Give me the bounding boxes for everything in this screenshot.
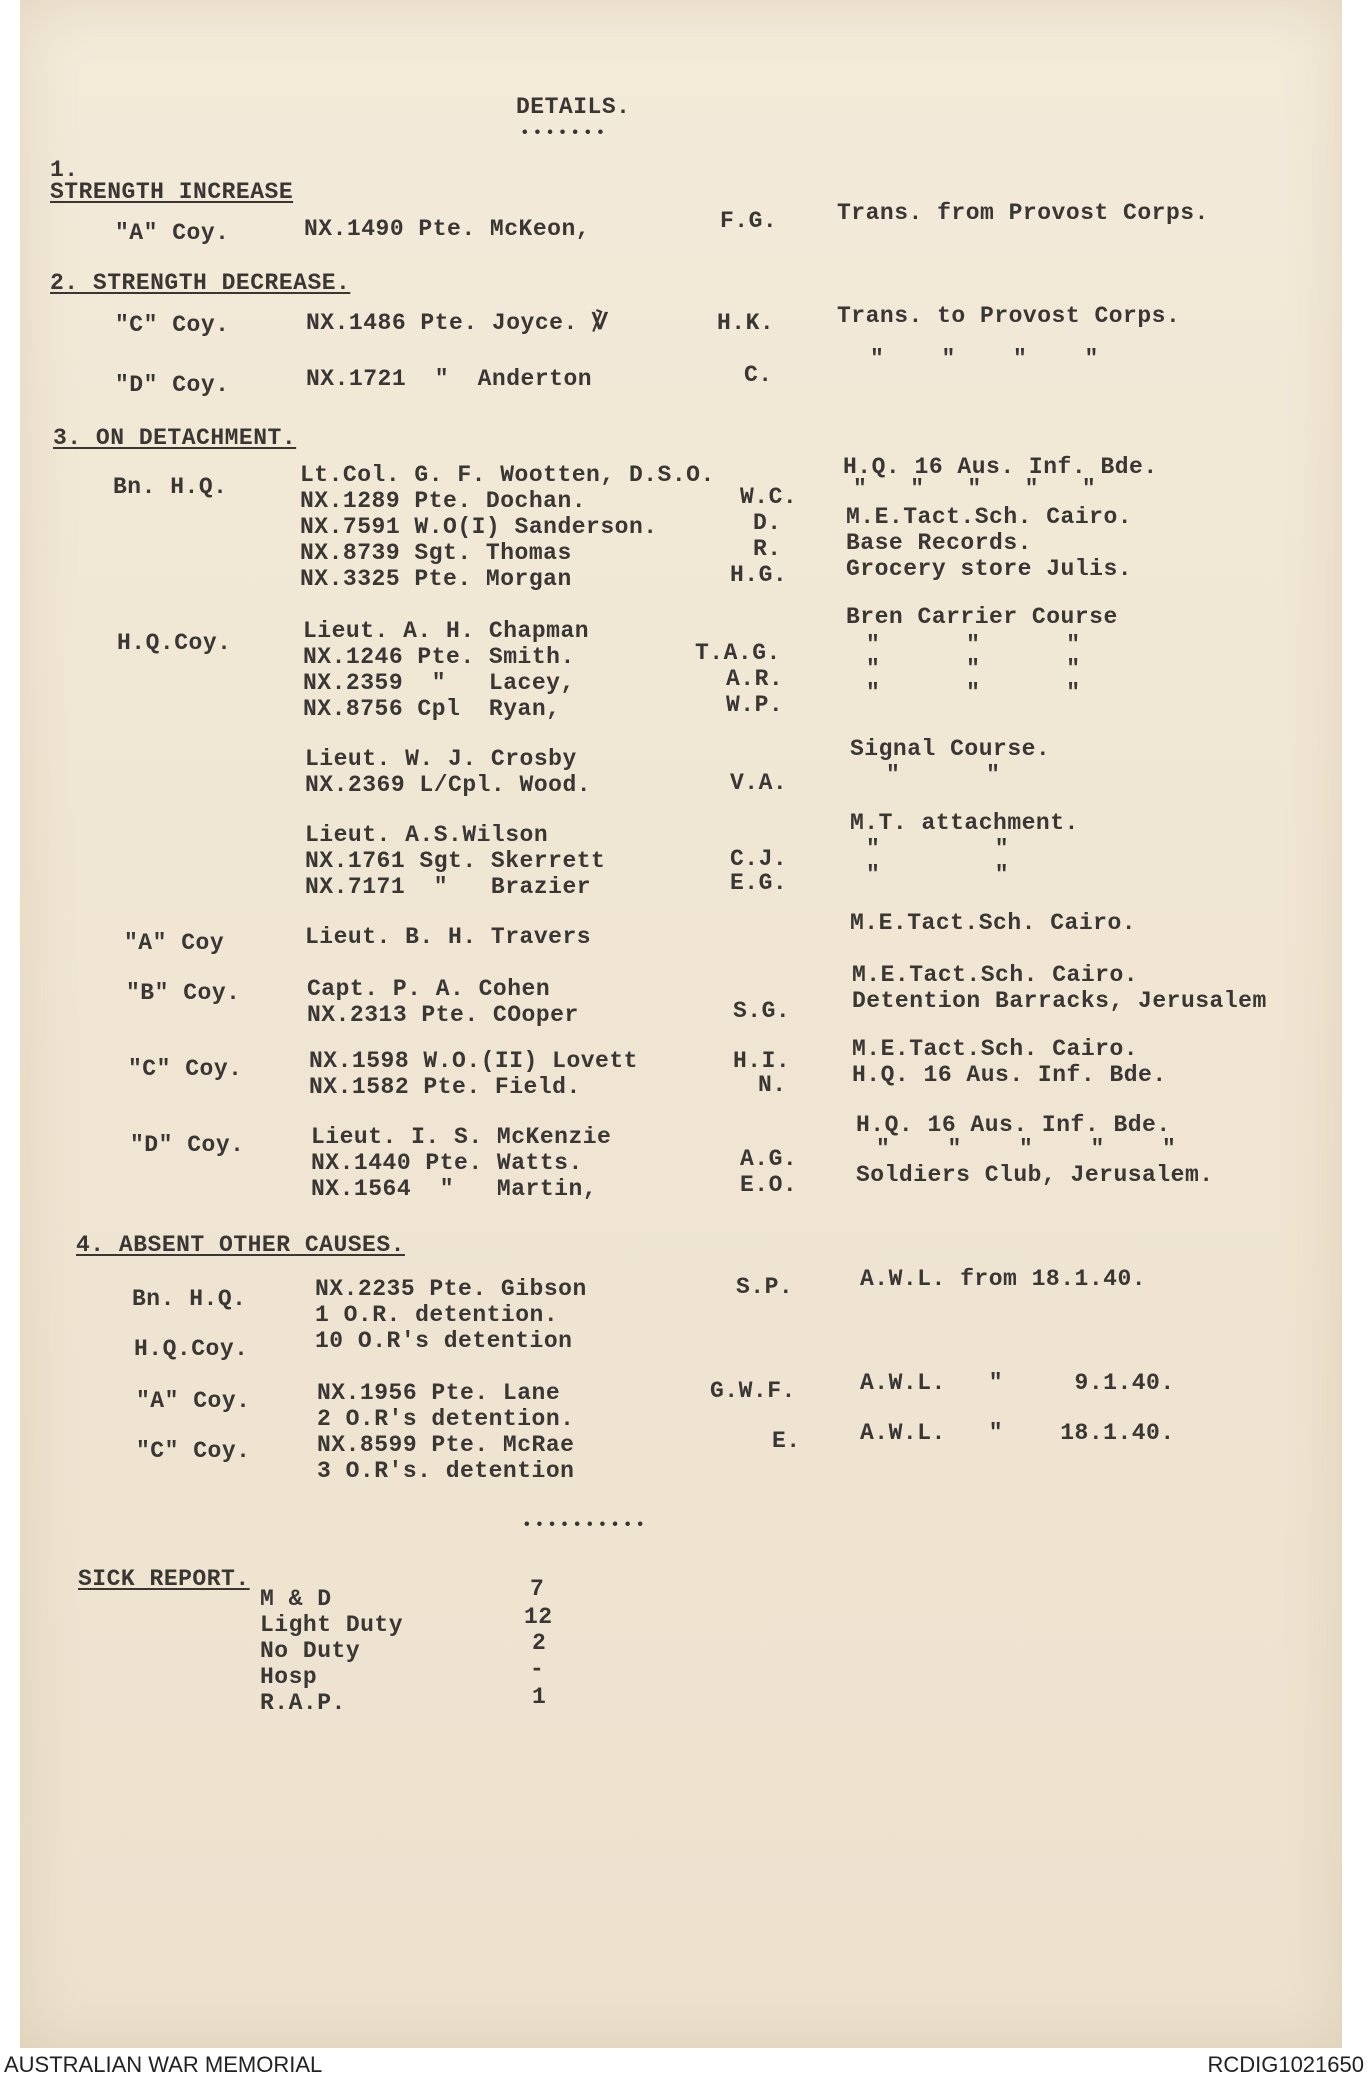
absent-note: A.W.L. from 18.1.40. bbox=[860, 1266, 1147, 1292]
detach-name: Capt. P. A. Cohen bbox=[307, 976, 551, 1002]
absent-name: 2 O.R's detention. bbox=[317, 1406, 575, 1432]
sick-value: 7 bbox=[530, 1576, 545, 1602]
detach-note: H.Q. 16 Aus. Inf. Bde. bbox=[843, 454, 1158, 480]
detach-code: W.C. bbox=[740, 484, 798, 510]
absent-name: NX.1956 Pte. Lane bbox=[317, 1380, 561, 1406]
detach-name: Lieut. A. H. Chapman bbox=[303, 618, 590, 644]
detach-note: Bren Carrier Course bbox=[846, 604, 1118, 630]
detach-note: " " " bbox=[866, 656, 1081, 682]
sick-value: 2 bbox=[532, 1630, 547, 1656]
group-unit: "C" Coy. bbox=[128, 1056, 243, 1082]
absent-name: 10 O.R's detention bbox=[315, 1328, 573, 1354]
section-3-heading: 3. ON DETACHMENT. bbox=[53, 425, 297, 451]
detach-code: C.J. bbox=[730, 846, 788, 872]
detach-name: Lieut. W. J. Crosby bbox=[305, 746, 577, 772]
absent-name: 1 O.R. detention. bbox=[315, 1302, 559, 1328]
detach-name: Lieut. A.S.Wilson bbox=[305, 822, 549, 848]
section-dots: •••••••••• bbox=[522, 1516, 649, 1534]
sick-value: 12 bbox=[524, 1604, 553, 1630]
detach-code: E.O. bbox=[740, 1172, 798, 1198]
section-1-heading: STRENGTH INCREASE bbox=[50, 179, 294, 205]
detach-name: NX.3325 Pte. Morgan bbox=[300, 566, 572, 592]
detach-note: " " " bbox=[866, 632, 1081, 658]
detach-code: A.G. bbox=[740, 1146, 798, 1172]
detach-note: " " " bbox=[866, 680, 1081, 706]
detach-note: M.T. attachment. bbox=[850, 810, 1079, 836]
group-unit: "A" Coy bbox=[124, 930, 225, 956]
entry-code: F.G. bbox=[720, 208, 778, 234]
absent-note: A.W.L. " 9.1.40. bbox=[860, 1370, 1175, 1396]
detach-code: E.G. bbox=[730, 870, 788, 896]
entry-unit: "D" Coy. bbox=[115, 372, 230, 398]
detach-note: M.E.Tact.Sch. Cairo. bbox=[850, 910, 1137, 936]
detach-name: NX.1582 Pte. Field. bbox=[309, 1074, 581, 1100]
entry-note: " " " " bbox=[870, 346, 1099, 372]
section-4-heading: 4. ABSENT OTHER CAUSES. bbox=[76, 1232, 405, 1258]
absent-code: E. bbox=[772, 1428, 801, 1454]
detach-note: M.E.Tact.Sch. Cairo. bbox=[846, 504, 1133, 530]
group-unit: "B" Coy. bbox=[126, 980, 241, 1006]
detach-note: Grocery store Julis. bbox=[846, 556, 1133, 582]
detach-note: Base Records. bbox=[846, 530, 1032, 556]
sick-label: R.A.P. bbox=[260, 1690, 346, 1716]
absent-name: NX.2235 Pte. Gibson bbox=[315, 1276, 587, 1302]
detach-note: H.Q. 16 Aus. Inf. Bde. bbox=[852, 1062, 1167, 1088]
absent-unit: H.Q.Coy. bbox=[134, 1336, 249, 1362]
detach-code: V.A. bbox=[730, 770, 788, 796]
detach-name: NX.7591 W.O(I) Sanderson. bbox=[300, 514, 658, 540]
detach-name: NX.1246 Pte. Smith. bbox=[303, 644, 575, 670]
detach-name: NX.8739 Sgt. Thomas bbox=[300, 540, 572, 566]
detach-name: NX.2369 L/Cpl. Wood. bbox=[305, 772, 592, 798]
entry-name: NX.1721 " Anderton bbox=[306, 366, 593, 392]
entry-code: H.K. bbox=[717, 310, 775, 336]
entry-unit: "C" Coy. bbox=[115, 312, 230, 338]
detach-note: M.E.Tact.Sch. Cairo. bbox=[852, 1036, 1139, 1062]
detach-note: " " " " " bbox=[853, 476, 1097, 502]
title-dots: ••••••• bbox=[520, 124, 609, 142]
detach-name: NX.1761 Sgt. Skerrett bbox=[305, 848, 606, 874]
detach-code: N. bbox=[758, 1072, 787, 1098]
detach-code: H.I. bbox=[733, 1048, 791, 1074]
detach-name: NX.1564 " Martin, bbox=[311, 1176, 598, 1202]
absent-unit: Bn. H.Q. bbox=[132, 1286, 247, 1312]
detach-note: H.Q. 16 Aus. Inf. Bde. bbox=[856, 1112, 1171, 1138]
footer-archive-name: AUSTRALIAN WAR MEMORIAL bbox=[4, 2052, 323, 2077]
footer-record-id: RCDIG1021650 bbox=[1207, 2052, 1364, 2077]
sick-value: 1 bbox=[532, 1684, 547, 1710]
detach-name: Lt.Col. G. F. Wootten, D.S.O. bbox=[300, 462, 715, 488]
absent-unit: "A" Coy. bbox=[136, 1388, 251, 1414]
detach-name: Lieut. B. H. Travers bbox=[305, 924, 592, 950]
detach-name: NX.8756 Cpl Ryan, bbox=[303, 696, 561, 722]
sick-value: - bbox=[530, 1656, 545, 1682]
absent-unit: "C" Coy. bbox=[136, 1438, 251, 1464]
group-unit: "D" Coy. bbox=[130, 1132, 245, 1158]
group-unit: H.Q.Coy. bbox=[117, 630, 232, 656]
detach-note: Soldiers Club, Jerusalem. bbox=[856, 1162, 1214, 1188]
entry-name: NX.1490 Pte. McKeon, bbox=[304, 216, 591, 242]
entry-note: Trans. to Provost Corps. bbox=[837, 303, 1181, 329]
detach-code: T.A.G. bbox=[695, 640, 781, 666]
detach-name: NX.2359 " Lacey, bbox=[303, 670, 575, 696]
detach-code: H.G. bbox=[730, 562, 788, 588]
absent-code: S.P. bbox=[736, 1274, 794, 1300]
absent-name: 3 O.R's. detention bbox=[317, 1458, 575, 1484]
section-1-number: 1. bbox=[50, 157, 79, 183]
detach-note: M.E.Tact.Sch. Cairo. bbox=[852, 962, 1139, 988]
detach-note: " " bbox=[866, 862, 1010, 888]
document-page bbox=[20, 0, 1342, 2048]
entry-note: Trans. from Provost Corps. bbox=[837, 200, 1209, 226]
entry-code: C. bbox=[744, 362, 773, 388]
entry-name: NX.1486 Pte. Joyce. ℣ bbox=[306, 310, 609, 336]
entry-unit: "A" Coy. bbox=[115, 220, 230, 246]
detach-note: " " " " " bbox=[876, 1136, 1177, 1162]
sick-label: M & D bbox=[260, 1586, 332, 1612]
detach-note: Detention Barracks, Jerusalem bbox=[852, 988, 1267, 1014]
detach-name: NX.2313 Pte. COoper bbox=[307, 1002, 579, 1028]
detach-note: " " bbox=[866, 836, 1010, 862]
detach-name: NX.1289 Pte. Dochan. bbox=[300, 488, 587, 514]
detach-name: NX.1440 Pte. Watts. bbox=[311, 1150, 583, 1176]
detach-name: NX.1598 W.O.(II) Lovett bbox=[309, 1048, 638, 1074]
detach-note: " " bbox=[886, 762, 1001, 788]
sick-label: Hosp bbox=[260, 1664, 318, 1690]
absent-code: G.W.F. bbox=[710, 1378, 796, 1404]
detach-code: W.P. bbox=[726, 692, 784, 718]
detach-note: Signal Course. bbox=[850, 736, 1051, 762]
absent-note: A.W.L. " 18.1.40. bbox=[860, 1420, 1175, 1446]
sick-label: Light Duty bbox=[260, 1612, 404, 1638]
detach-code: D. bbox=[753, 510, 782, 536]
group-unit: Bn. H.Q. bbox=[113, 474, 228, 500]
section-2-heading: 2. STRENGTH DECREASE. bbox=[50, 270, 351, 296]
detach-code: S.G. bbox=[733, 998, 791, 1024]
detach-name: NX.7171 " Brazier bbox=[305, 874, 592, 900]
detach-code: R. bbox=[753, 536, 782, 562]
sick-label: No Duty bbox=[260, 1638, 361, 1664]
detach-code: A.R. bbox=[726, 666, 784, 692]
detach-name: Lieut. I. S. McKenzie bbox=[311, 1124, 612, 1150]
page-title: DETAILS. bbox=[516, 94, 631, 120]
absent-name: NX.8599 Pte. McRae bbox=[317, 1432, 575, 1458]
sick-report-heading: SICK REPORT. bbox=[78, 1566, 250, 1592]
